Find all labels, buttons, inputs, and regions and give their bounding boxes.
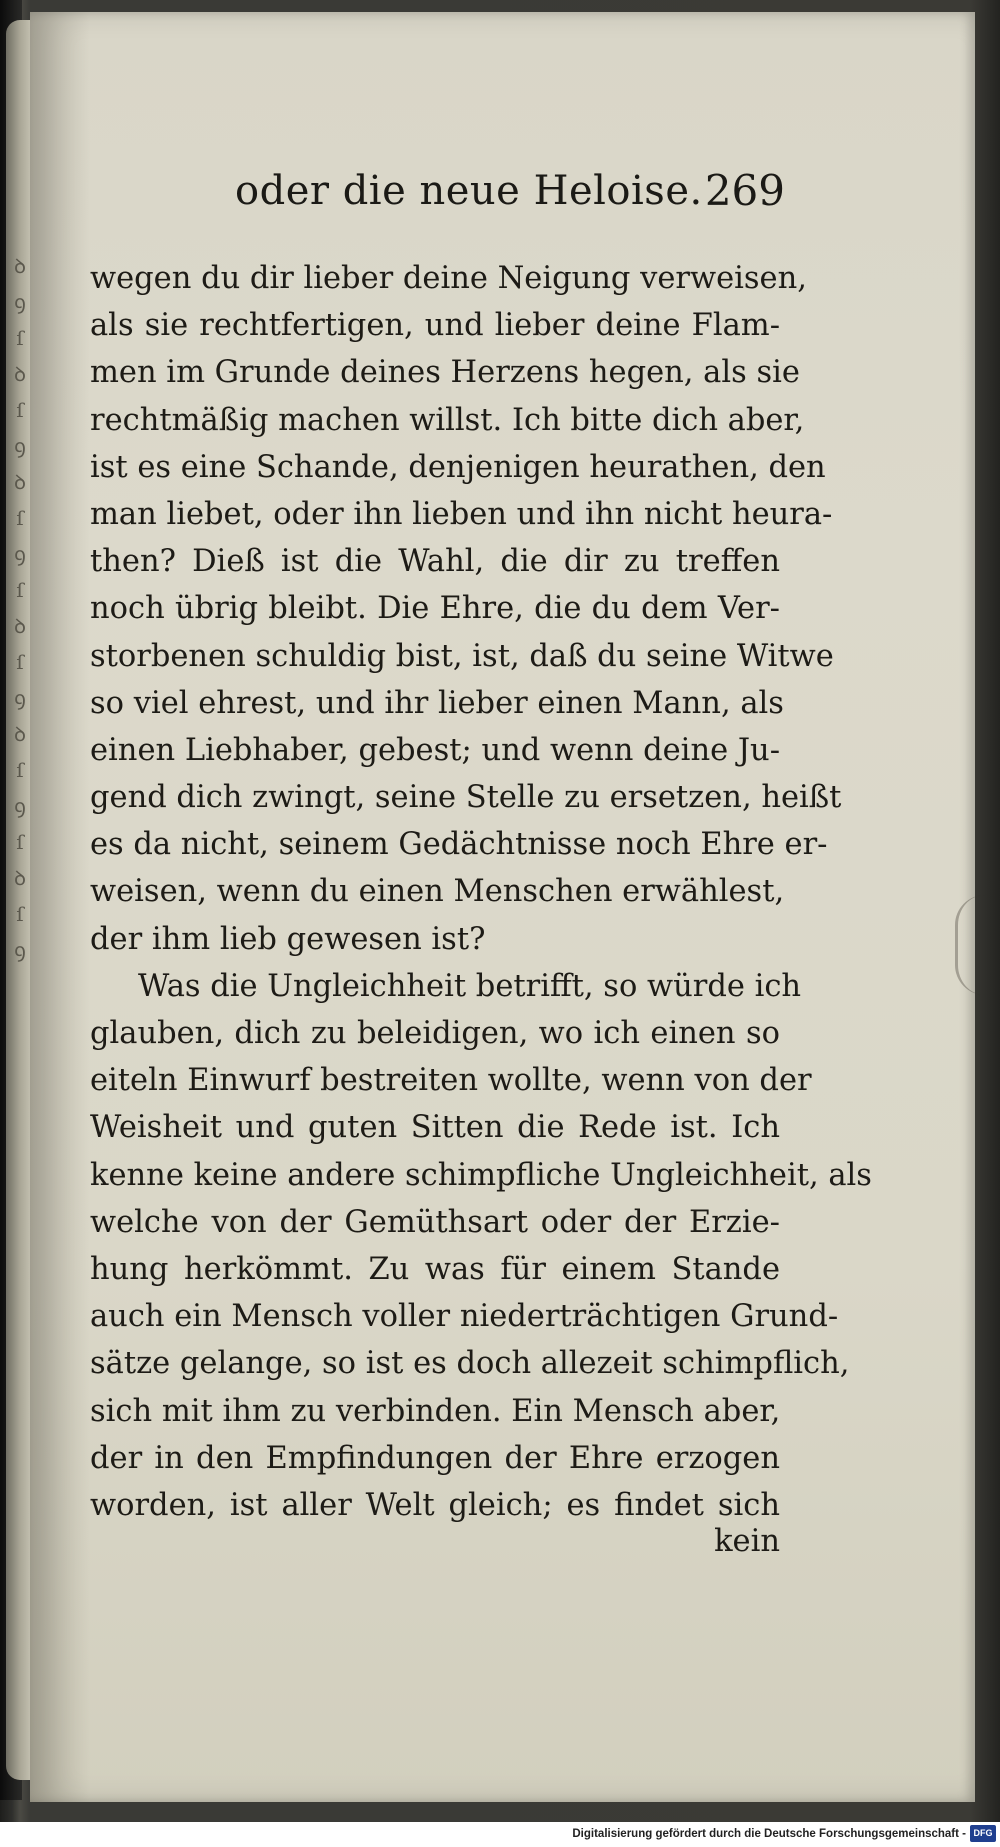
bleed-through-mark: ꝺ [14, 254, 26, 278]
bleed-through-mark: ſ [16, 578, 24, 602]
text-line: der in den Empfindungen der Ehre erzogen [90, 1440, 780, 1476]
bleed-through-mark: ꝺ [14, 614, 26, 638]
bleed-through-mark: ſ [16, 902, 24, 926]
text-line: men im Grunde deines Herzens hegen, als sie [90, 355, 800, 391]
bleed-through-mark: ꝯ [14, 434, 26, 458]
bleed-through-mark: ꝯ [14, 542, 26, 566]
text-line: glauben, dich zu beleidigen, wo ich einen so [90, 1016, 780, 1051]
text-line: Was die Ungleichheit betrifft, so würde ich [138, 968, 802, 1004]
bleed-through-mark: ꝺ [14, 722, 26, 746]
bleed-through-mark: ſ [16, 758, 24, 782]
text-line: wegen du dir lieber deine Neigung verweisen, [90, 261, 807, 296]
text-line: worden, ist aller Welt gleich; es findet sich [90, 1487, 780, 1523]
text-line: kenne keine andere schimpfliche Ungleichheit, als [90, 1157, 872, 1193]
text-line: sich mit ihm zu verbinden. Ein Mensch aber, [90, 1393, 781, 1429]
bleed-through-mark: ꝺ [14, 866, 26, 890]
text-line: weisen, wenn du einen Menschen erwählest, [90, 874, 785, 910]
text-line: ist es eine Schande, denjenigen heurathen, den [90, 449, 826, 485]
text-line: sätze gelange, so ist es doch allezeit schimpflich, [90, 1346, 850, 1382]
bleed-through-mark: ſ [16, 830, 24, 854]
dfg-logo: DFG [970, 1825, 996, 1842]
bleed-through-mark: ꝯ [14, 794, 26, 818]
text-line: so viel ehrest, und ihr lieber einen Mann, als [90, 685, 784, 721]
page-number: 269 [704, 166, 785, 215]
text-line: eiteln Einwurf bestreiten wollte, wenn von der [90, 1063, 812, 1099]
text-line: Weisheit und guten Sitten die Rede ist. Ich [90, 1110, 780, 1146]
text-line: storbenen schuldig bist, ist, daß du seine Witwe [90, 638, 834, 674]
gutter-shade [30, 12, 90, 1802]
bleed-through-mark: ꝺ [14, 470, 26, 494]
text-line: man liebet, oder ihn lieben und ihn nicht heura- [90, 496, 833, 532]
body-text [90, 255, 872, 1529]
bleed-through-mark: ꝯ [14, 938, 26, 962]
bleed-through-mark: ꝯ [14, 290, 26, 314]
bleed-through-mark: ꝯ [14, 686, 26, 710]
bleed-through-mark: ſ [16, 650, 24, 674]
catchword: kein [714, 1524, 780, 1559]
text-line: welche von der Gemüthsart oder der Erzie- [90, 1204, 780, 1240]
text-line: als sie rechtfertigen, und lieber deine Flam- [90, 308, 780, 344]
text-line: then? Dieß ist die Wahl, die dir zu treffen [90, 544, 780, 580]
text-line: der ihm lieb gewesen ist? [90, 921, 486, 957]
text-line: einen Liebhaber, gebest; und wenn deine Ju- [90, 732, 781, 768]
text-line: es da nicht, seinem Gedächtnisse noch Ehre er- [90, 827, 828, 863]
footer-bar [0, 1822, 1000, 1847]
bleed-through-mark: ꝺ [14, 362, 26, 386]
page-edge-mark [955, 895, 988, 995]
page-header [235, 162, 785, 222]
text-line: rechtmäßig machen willst. Ich bitte dich aber, [90, 402, 805, 438]
bleed-through-mark: ſ [16, 506, 24, 530]
bleed-through-mark: ſ [16, 326, 24, 350]
bleed-through-mark: ſ [16, 398, 24, 422]
text-line: noch übrig bleibt. Die Ehre, die du dem Ver- [90, 591, 780, 627]
running-title: oder die neue Heloise. [235, 168, 703, 214]
text-line: auch ein Mensch voller niederträchtigen Grund- [90, 1299, 839, 1335]
funding-credit: Digitalisierung gefördert durch die Deutsche Forschungsgemeinschaft - [572, 1828, 966, 1840]
text-line: hung herkömmt. Zu was für einem Stande [90, 1251, 780, 1287]
text-line: gend dich zwingt, seine Stelle zu ersetzen, heißt [90, 780, 842, 816]
